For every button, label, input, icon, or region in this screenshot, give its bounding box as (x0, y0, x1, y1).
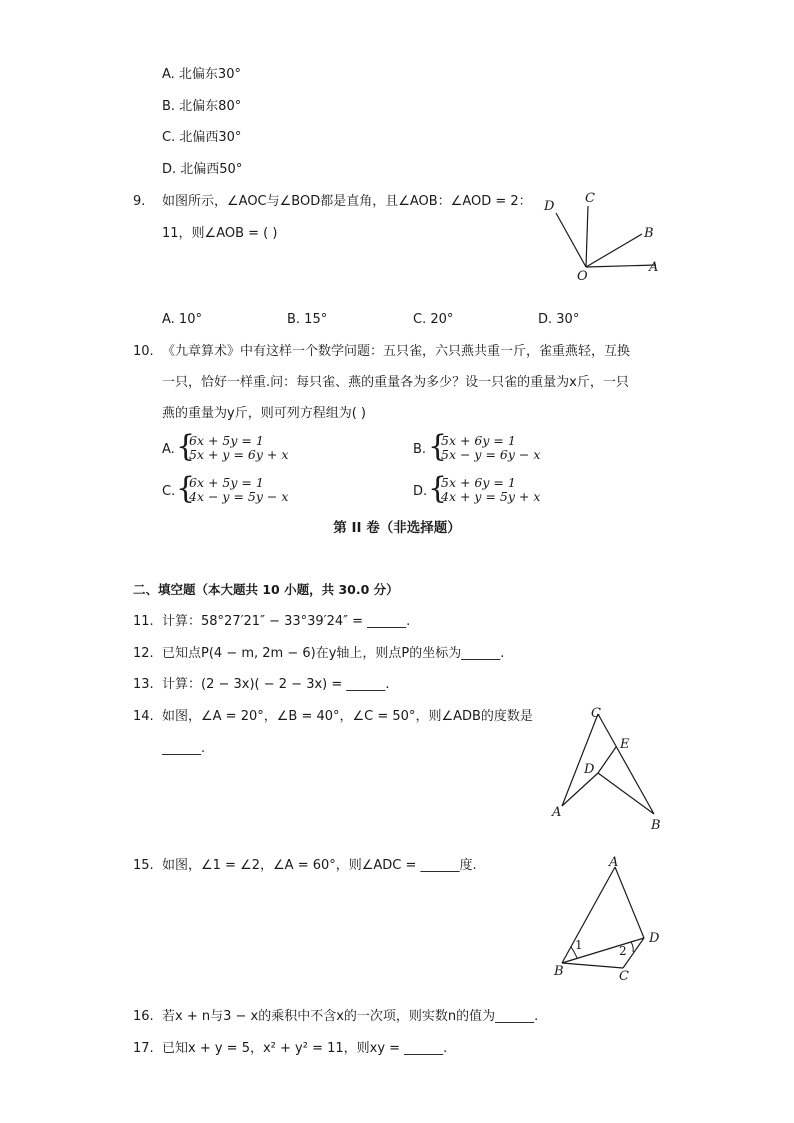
q9-number: 9. (133, 194, 146, 209)
label-angle-1: 1 (575, 938, 583, 952)
q14-stem-line2: ______. (162, 741, 206, 756)
label-b: B (554, 964, 564, 979)
q10-option-b-label: B. (413, 442, 427, 457)
label-angle-2: 2 (619, 944, 627, 958)
label-c: C (585, 191, 595, 206)
q12-text: 已知点P(4 − m, 2m − 6)在y轴上，则点P的坐标为______. (162, 646, 505, 661)
q8-option-d: D. 北偏西50° (162, 162, 243, 177)
segment-ad (562, 773, 598, 806)
label-c: C (619, 969, 629, 984)
q8-option-a: A. 北偏东30° (162, 67, 241, 82)
q9-option-c: C. 20° (413, 312, 454, 327)
q10-option-d-label: D. (413, 484, 428, 499)
label-b: B (651, 818, 661, 833)
label-d: D (584, 762, 595, 777)
q13-text: 计算：(2 − 3x)( − 2 − 3x) = ______. (162, 677, 390, 692)
segment-cb (598, 714, 654, 814)
q10-option-d-brace: { (428, 471, 448, 506)
q10-option-c-eq1: 6x + 5y = 1 (189, 475, 264, 490)
q8-option-c: C. 北偏西30° (162, 130, 242, 145)
q10-option-b-brace: { (428, 429, 448, 464)
ray-ob (586, 234, 642, 267)
part2-title: 第 II 卷（非选择题） (333, 520, 461, 536)
q10-option-a-label: A. (162, 442, 175, 457)
q10-option-a-brace: { (176, 429, 196, 464)
section2-title: 二、填空题（本大题共 10 小题，共 30.0 分） (133, 582, 399, 597)
angle-2-arc (631, 942, 633, 952)
segment-ad (615, 867, 644, 938)
q15-text: 如图，∠1 = ∠2，∠A = 60°，则∠ADC = ______度. (162, 858, 477, 873)
label-e: E (620, 737, 630, 752)
label-c: C (591, 706, 601, 721)
q10-option-b-eq1: 5x + 6y = 1 (441, 433, 516, 448)
q9-option-b: B. 15° (287, 312, 328, 327)
q9-stem-line1: 如图所示，∠AOC与∠BOD都是直角，且∠AOB：∠AOD = 2： (162, 194, 532, 209)
label-a: A (609, 855, 619, 870)
q10-option-d-eq2: 4x + y = 5y + x (441, 489, 541, 504)
q12-number: 12. (133, 646, 154, 661)
ray-od (556, 213, 586, 267)
q11-text: 计算：58°27′21″ − 33°39′24″ = ______. (162, 614, 411, 629)
q14-number: 14. (133, 709, 154, 724)
q16-number: 16. (133, 1009, 154, 1024)
q10-number: 10. (133, 344, 154, 359)
q10-stem-line1: 《九章算术》中有这样一个数学问题：五只雀，六只燕共重一斤，雀重燕轻，互换 (162, 344, 631, 359)
q14-triangle-figure (540, 700, 670, 835)
q10-option-b-eq2: 5x − y = 6y − x (441, 447, 541, 462)
label-d: D (649, 931, 660, 946)
q8-option-b: B. 北偏东80° (162, 99, 242, 114)
label-a: A (649, 260, 659, 275)
q17-number: 17. (133, 1041, 154, 1056)
segment-de (598, 747, 616, 773)
ray-oc (586, 206, 588, 267)
q10-option-a-eq1: 6x + 5y = 1 (189, 433, 264, 448)
segment-ac (562, 714, 598, 806)
q10-stem-line2: 一只，恰好一样重.问：每只雀、燕的重量各为多少？设一只雀的重量为x斤，一只 (162, 375, 629, 390)
q9-option-d: D. 30° (538, 312, 580, 327)
q17-text: 已知x + y = 5，x² + y² = 11，则xy = ______. (162, 1041, 448, 1056)
q14-stem-line1: 如图，∠A = 20°，∠B = 40°，∠C = 50°，则∠ADB的度数是 (162, 709, 533, 724)
q9-stem-line2: 11，则∠AOB = ( ) (162, 226, 278, 241)
q15-quadrilateral-figure (545, 850, 675, 985)
q10-option-d-eq1: 5x + 6y = 1 (441, 475, 516, 490)
label-o: O (577, 269, 588, 284)
label-a: A (552, 805, 562, 820)
label-b: B (644, 226, 654, 241)
q13-number: 13. (133, 677, 154, 692)
q10-option-a-eq2: 5x + y = 6y + x (189, 447, 289, 462)
q9-option-a: A. 10° (162, 312, 202, 327)
q11-number: 11. (133, 614, 154, 629)
q10-stem-line3: 燕的重量为y斤，则可列方程组为( ) (162, 406, 366, 421)
segment-bc (562, 963, 623, 968)
q15-number: 15. (133, 858, 154, 873)
q9-angle-figure (530, 185, 680, 285)
label-d: D (544, 199, 555, 214)
segment-ab (562, 867, 615, 963)
ray-oa (586, 265, 656, 267)
q10-option-c-brace: { (176, 471, 196, 506)
q10-option-c-eq2: 4x − y = 5y − x (189, 489, 289, 504)
segment-db (598, 773, 654, 814)
q16-text: 若x + n与3 − x的乘积中不含x的一次项，则实数n的值为______. (162, 1009, 539, 1024)
q10-option-c-label: C. (162, 484, 176, 499)
